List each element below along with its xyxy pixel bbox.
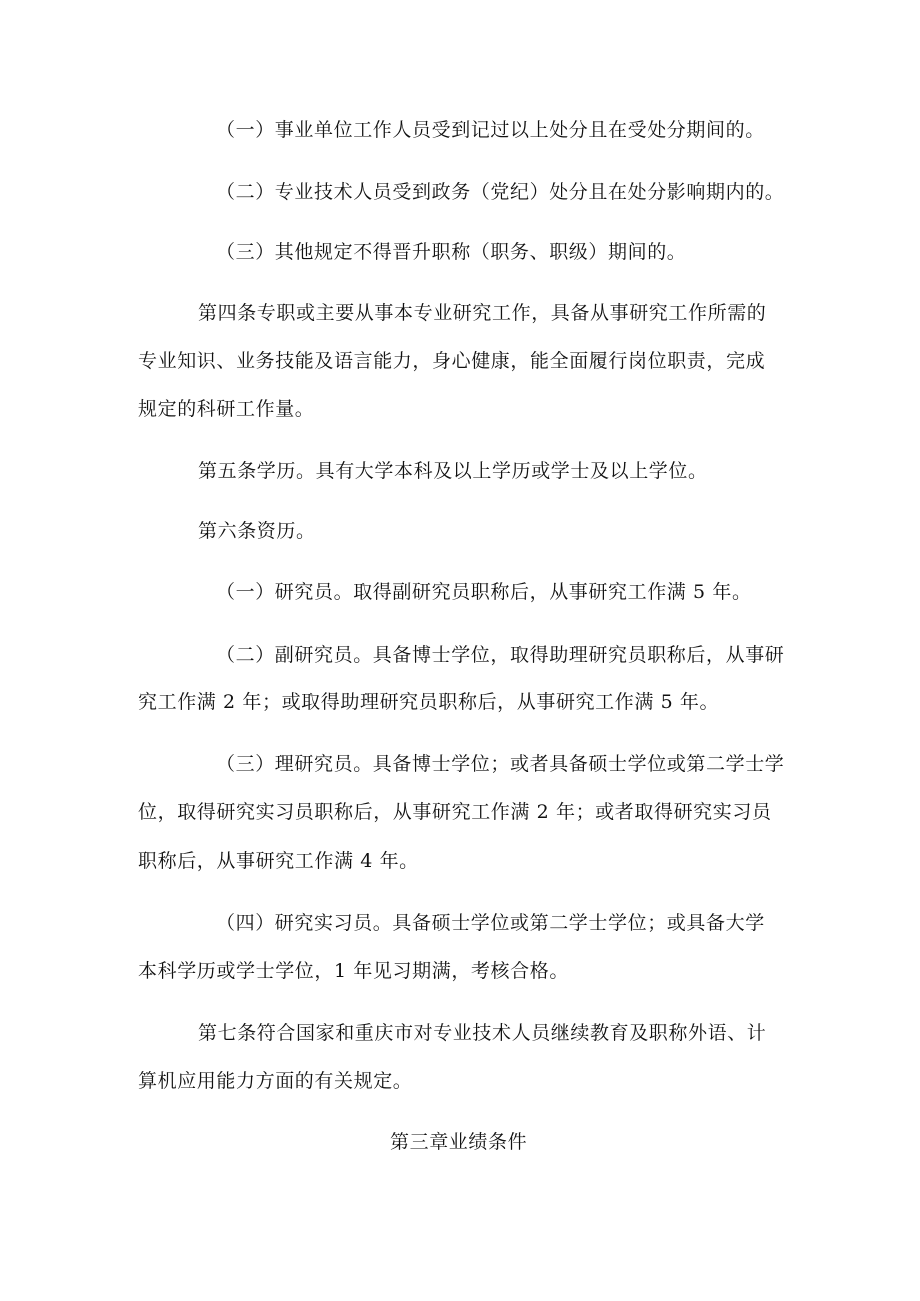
qual-3-line-1: （三）理研究员。具备博士学位；或者具备硕士学位或第二学士学: [216, 753, 785, 775]
item-1-line-1: （一）事业单位工作人员受到记过以上处分且在受处分期间的。: [216, 119, 765, 141]
article-4-line-2: 专业知识、业务技能及语言能力，身心健康，能全面履行岗位职责，完成: [138, 350, 766, 372]
item-2-line-1: （二）专业技术人员受到政务（党纪）处分且在处分影响期内的。: [216, 181, 785, 203]
qual-4-line-2: 本科学历或学士学位，1 年见习期满，考核合格。: [138, 960, 569, 982]
article-7-line-1: 第七条符合国家和重庆市对专业技术人员继续教育及职称外语、计: [198, 1022, 767, 1044]
article-5-line-1: 第五条学历。具有大学本科及以上学历或学士及以上学位。: [198, 460, 708, 482]
article-4-line-3: 规定的科研工作量。: [138, 398, 315, 420]
qual-2-line-2: 究工作满 2 年；或取得助理研究员职称后，从事研究工作满 5 年。: [138, 691, 720, 713]
article-6-line-1: 第六条资历。: [198, 520, 316, 542]
article-4-line-1: 第四条专职或主要从事本专业研究工作，具备从事研究工作所需的: [198, 302, 767, 324]
item-3-line-1: （三）其他规定不得晋升职称（职务、职级）期间的。: [216, 241, 687, 263]
qual-3-line-3: 职称后，从事研究工作满 4 年。: [138, 850, 419, 872]
article-7-line-2: 算机应用能力方面的有关规定。: [138, 1070, 413, 1092]
qual-2-line-1: （二）副研究员。具备博士学位，取得助理研究员职称后，从事研: [216, 644, 785, 666]
qual-4-line-1: （四）研究实习员。具备硕士学位或第二学士学位；或具备大学: [216, 912, 765, 934]
qual-1-line-1: （一）研究员。取得副研究员职称后，从事研究工作满 5 年。: [216, 581, 752, 603]
chapter-heading: 第三章业绩条件: [390, 1131, 528, 1153]
qual-3-line-2: 位，取得研究实习员职称后，从事研究工作满 2 年；或者取得研究实习员: [138, 801, 772, 823]
